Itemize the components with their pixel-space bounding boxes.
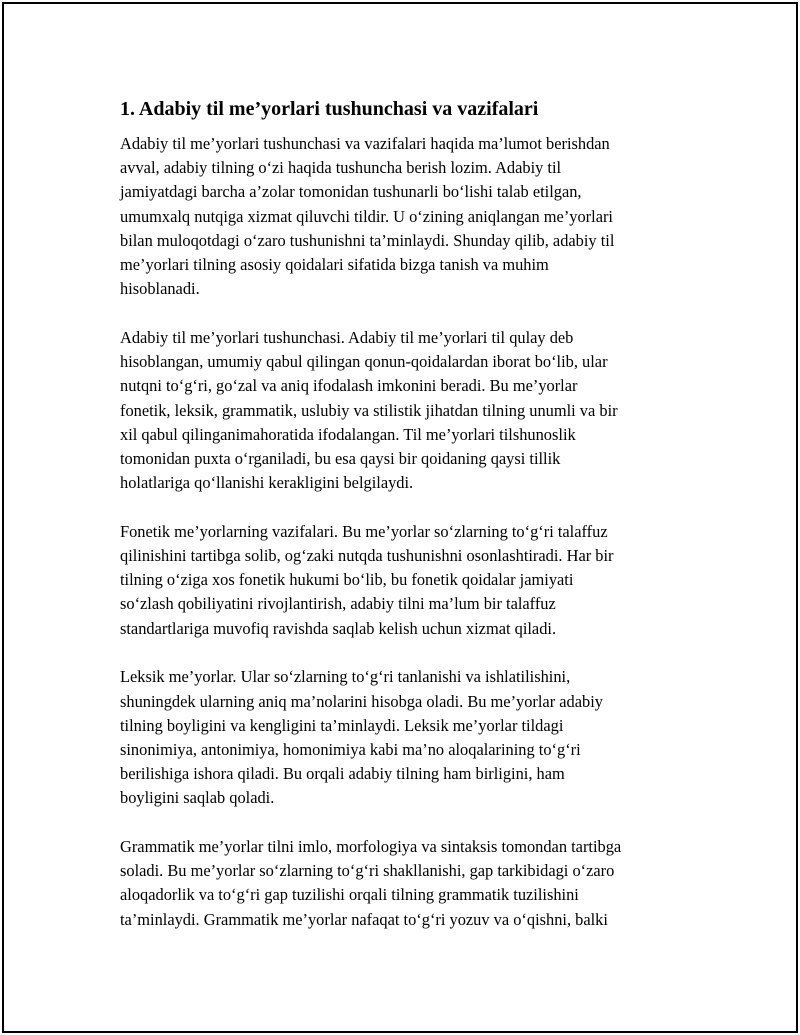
paragraph-list [120,132,690,932]
text-line: bilan muloqotdagi o‘zaro tushunishni ta’minlaydi. Shunday qilib, adabiy til [120,230,615,250]
text-line: sinonimiya, antonimiya, homonimiya kabi ma’no aloqalarining to‘g‘ri [120,739,581,759]
text-line: ta’minlaydi. Grammatik me’yorlar nafaqat to‘g‘ri yozuv va o‘qishni, balki [120,909,608,929]
text-line: Adabiy til me’yorlari tushunchasi va vazifalari haqida ma’lumot berishdan [120,134,610,153]
text-line: soladi. Bu me’yorlar so‘zlarning to‘g‘ri shakllanishi, gap tarkibidagi o‘zaro [120,861,615,881]
paragraph [120,132,690,301]
text-line: hisoblanadi. [120,279,200,299]
text-line: umumxalq nutqiga xizmat qiluvchi tildir. U o‘zining aniqlangan me’yorlari [120,206,613,226]
text-line: nutqni to‘g‘ri, go‘zal va aniq ifodalash imkonini beradi. Bu me’yorlar [120,376,578,396]
text-line: Adabiy til me’yorlari tushunchasi. Adabiy til me’yorlari til qulay deb [120,327,574,347]
text-line: Fonetik me’yorlarning vazifalari. Bu me’yorlar so‘zlarning to‘g‘ri talaffuz [120,521,608,541]
text-line: tilning o‘ziga xos fonetik hukumi bo‘lib, bu fonetik qoidalar jamiyati [120,570,574,590]
text-line: xil qabul qilinganimahoratida ifodalangan. Til me’yorlari tilshunoslik [120,424,576,444]
section-heading: 1. Adabiy til me’yorlari tushunchasi va vazifalari [120,98,539,120]
text-line: tomonidan puxta o‘rganiladi, bu esa qaysi bir qoidaning qaysi tillik [120,448,561,468]
text-line: boyligini saqlab qoladi. [120,788,275,808]
paragraph [120,665,690,810]
text-line: so‘zlash qobiliyatini rivojlantirish, adabiy tilni ma’lum bir talaffuz [120,594,556,614]
text-line: Grammatik me’yorlar tilni imlo, morfologiya va sintaksis tomondan tartibga [120,837,622,857]
paragraph [120,326,690,495]
text-line: jamiyatdagi barcha a’zolar tomonidan tushunarli bo‘lishi talab etilgan, [120,182,582,202]
text-line: me’yorlari tilning asosiy qoidalari sifatida bizga tanish va muhim [120,255,549,275]
text-line: holatlariga qo‘llanishi kerakligini belgilaydi. [120,473,414,493]
document-body [120,96,690,956]
paragraph [120,835,690,932]
text-line: qilinishini tartibga solib, og‘zaki nutqda tushunishni osonlashtiradi. Har bir [120,546,614,566]
text-line: fonetik, leksik, grammatik, uslubiy va stilistik jihatdan tilning unumli va bir [120,400,618,420]
text-line: shuningdek ularning aniq ma’nolarini hisobga oladi. Bu me’yorlar adabiy [120,691,603,711]
text-line: standartlariga muvofiq ravishda saqlab kelish uchun xizmat qiladi. [120,618,557,638]
page-frame [2,2,798,1033]
text-line: Leksik me’yorlar. Ular so‘zlarning to‘g‘ri tanlanishi va ishlatilishini, [120,667,571,687]
text-line: tilning boyligini va kengligini ta’minlaydi. Leksik me’yorlar tildagi [120,715,564,735]
paragraph [120,520,690,641]
text-line: hisoblangan, umumiy qabul qilingan qonun-qoidalardan iborat bo‘lib, ular [120,352,608,372]
text-line: avval, adabiy tilning o‘zi haqida tushuncha berish lozim. Adabiy til [120,158,562,178]
text-line: berilishiga ishora qiladi. Bu orqali adabiy tilning ham birligini, ham [120,764,565,784]
text-line: aloqadorlik va to‘g‘ri gap tuzilishi orqali tilning grammatik tuzilishini [120,885,579,905]
